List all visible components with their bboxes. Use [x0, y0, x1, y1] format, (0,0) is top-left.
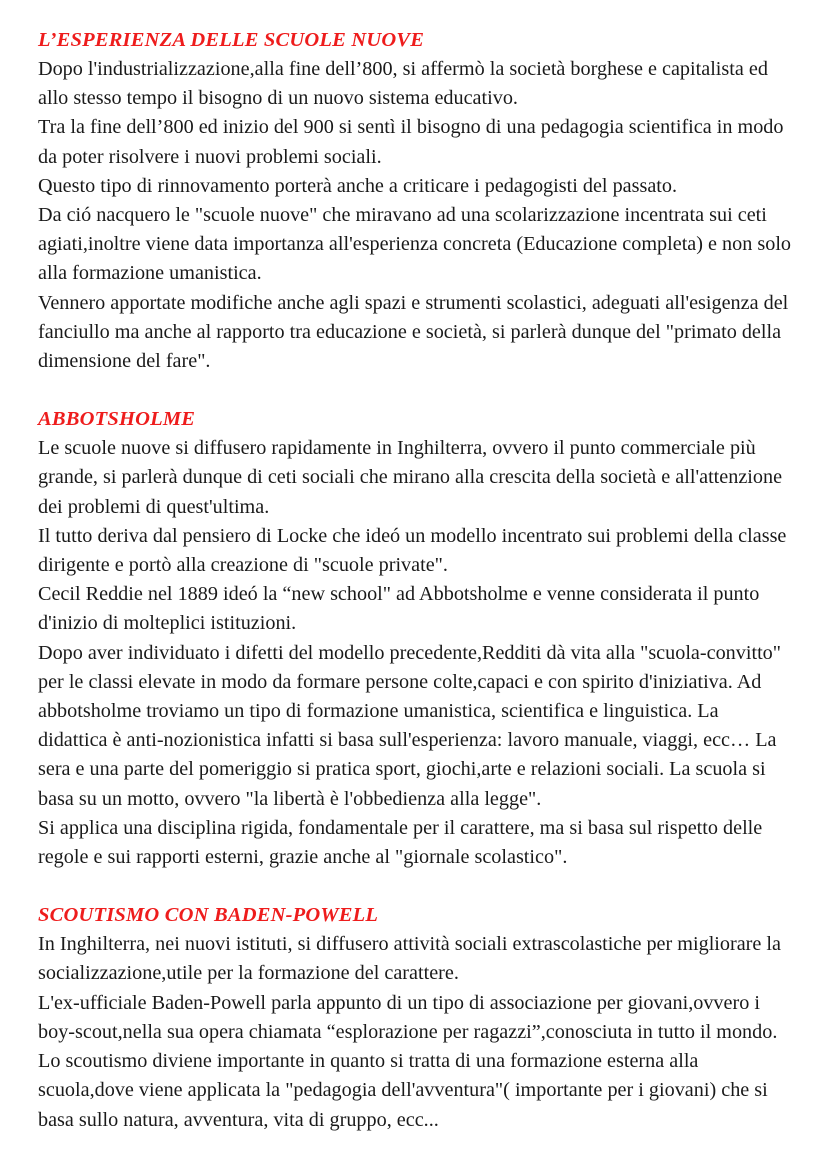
paragraph: Da ció nacquero le "scuole nuove" che miravano ad una scolarizzazione incentrata sui ceti agiati,inoltre viene data importanza all'esperienza concreta (Educazione completa) e non solo alla formazione umanistica. — [38, 204, 792, 285]
paragraph: Dopo l'industrializzazione,alla fine dell’800, si affermò la società borghese e capitalista ed allo stesso tempo il bisogno di un nuovo sistema educativo. — [38, 58, 768, 110]
paragraph: Vennero apportate modifiche anche agli spazi e strumenti scolastici, adeguati all'esigenza del fanciullo ma anche al rapporto tra educazione e società, si parlerà dunque del "primato della dimensione del fare". — [38, 291, 789, 373]
section-heading: SCOUTISMO CON BADEN-POWELL — [38, 904, 379, 927]
paragraph: Dopo aver individuato i difetti del modello precedente,Redditi dà vita alla "scuola-convitto" per le classi elevate in modo da formare persone colte,capaci e con spirito d'iniziativa. Ad abbotsholme troviamo un tipo di formazione umanistica, scientifica e linguistica. La didattica è anti-nozionistica infatti si basa sull'esperienza: lavoro manuale, viaggi, ecc… La sera e una parte del pomeriggio si pratica sport, giochi,arte e relazioni sociali. La scuola si basa su un motto, ovvero "la libertà è l'obbedienza alla legge". — [38, 641, 782, 810]
section-paragraphs — [38, 55, 792, 376]
section-heading: ABBOTSHOLME — [38, 408, 196, 431]
paragraph: Le scuole nuove si diffusero rapidamente in Inghilterra, ovvero il punto commerciale più grande, si parlerà dunque di ceti sociali che mirano alla crescita della società e all'attenzione dei problemi di quest'ultima. — [38, 437, 783, 518]
section-paragraphs — [38, 434, 792, 872]
paragraph: Il tutto deriva dal pensiero di Locke che ideó un modello incentrato sui problemi della classe dirigente e portò alla creazione di "scuole private". — [38, 524, 787, 577]
paragraph: Questo tipo di rinnovamento porterà anche a criticare i pedagogisti del passato. — [38, 174, 678, 197]
paragraph: Tra la fine dell’800 ed inizio del 900 si sentì il bisogno di una pedagogia scientifica in modo da poter risolvere i nuovi problemi sociali. — [38, 116, 784, 168]
section-heading: L’ESPERIENZA DELLE SCUOLE NUOVE — [38, 29, 425, 51]
section-scoutismo-baden-powell — [38, 901, 792, 1134]
paragraph: Si applica una disciplina rigida, fondamentale per il carattere, ma si basa sul rispetto delle regole e sui rapporti esterni, grazie anche al "giornale scolastico". — [38, 816, 763, 869]
section-abbotsholme — [38, 405, 792, 872]
paragraph: Cecil Reddie nel 1889 ideó la “new school" ad Abbotsholme e venne considerata il punto d'inizio di molteplici istituzioni. — [38, 583, 760, 635]
section-esperienza-scuole-nuove — [38, 26, 792, 376]
paragraph: In Inghilterra, nei nuovi istituti, si diffusero attività sociali extrascolastiche per migliorare la socializzazione,utile per la formazione del carattere. — [38, 933, 781, 985]
document-body — [38, 26, 792, 1135]
section-paragraphs — [38, 930, 792, 1134]
paragraph: L'ex-ufficiale Baden-Powell parla appunto di un tipo di associazione per giovani,ovvero i boy-scout,nella sua opera chiamata “esplorazione per ragazzi”,conosciuta in tutto il mondo. Lo scoutismo diviene importante in quanto si tratta di una formazione esterna alla scuola,dove viene applicata la "pedagogia dell'avventura"( importante per i giovani) che si basa sullo natura, avventura, vita di gruppo, ecc... — [38, 991, 778, 1131]
